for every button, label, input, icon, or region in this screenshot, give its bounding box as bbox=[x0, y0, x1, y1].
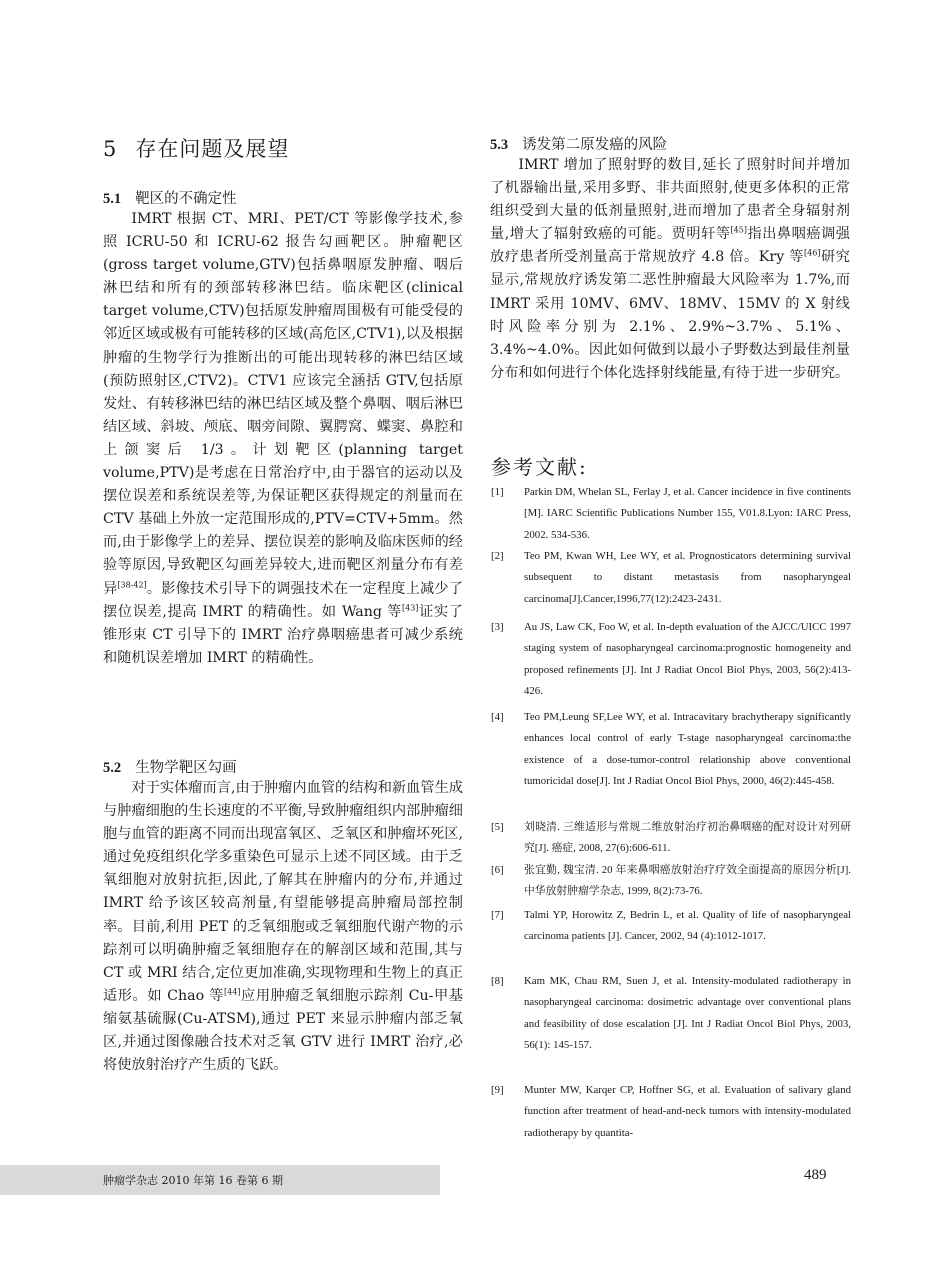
subsection-number: 5.2 bbox=[103, 760, 122, 776]
reference-text: Teo PM,Leung SF,Lee WY, et al. Intracavitary brachytherapy significantly enhances local control of early T-stage nasopharyngeal carcinoma:the existence of a dose-tumor-control relationship above conventional tumoricidal dose[J]. Int J Radiat Oncol Biol Phys, 2000, 46(2):445-458. bbox=[524, 711, 851, 788]
reference-number: [2] bbox=[491, 550, 504, 562]
reference-text: 张宜勤, 魏宝清. 20 年来鼻咽癌放射治疗疗效全面提高的原因分析[J]. 中华放射肿瘤学杂志, 1999, 8(2):73-76. bbox=[524, 864, 851, 898]
section-heading: 存在问题及展望 bbox=[135, 137, 290, 161]
subsection-number: 5.3 bbox=[490, 137, 509, 153]
paragraph-text: 研究显示,常规放疗诱发第二恶性肿瘤最大风险率为 1.7%,而 IMRT 采用 10MV、6MV、18MV、15MV 的 X 射线时风险率分别为 2.1%、2.9%~3.7%、5.1%、3.4%~4.0%。因此如何做到以最小子野数达到最佳剂量分布和如何进行个体化选择射线能量,有待于进一步研究。 bbox=[490, 249, 850, 381]
references-heading: 参考文献: bbox=[491, 455, 588, 479]
reference-text: Talmi YP, Horowitz Z, Bedrin L, et al. Quality of life of nasopharyngeal carcinoma patients [J]. Cancer, 2002, 94 (4):1012-1017. bbox=[524, 909, 851, 943]
paragraph-text: IMRT 根据 CT、MRI、PET/CT 等影像学技术,参照 ICRU-50 和 ICRU-62 报告勾画靶区。肿瘤靶区(gross target volume,GTV)包括鼻咽原发肿瘤、咽后淋巴结和所有的颈部转移淋巴结。临床靶区(clinical target volume,CTV)包括原发肿瘤周围极有可能受侵的邻近区域或极有可能转移的区域(高危区,CTV1),以及根据肿瘤的生物学行为推断出的可能出现转移的淋巴结区域(预防照射区,CTV2)。CTV1 应该完全涵括 GTV,包括原发灶、有转移淋巴结的淋巴结区域及整个鼻咽、咽后淋巴结区域、斜坡、颅底、咽旁间隙、翼腭窝、蝶窦、鼻腔和上颌窦后 1/3。计划靶区(planning target volume,PTV)是考虑在日常治疗中,由于器官的运动以及摆位误差和系统误差等,为保证靶区获得规定的剂量而在 CTV 基础上外放一定范围形成的,PTV=CTV+5mm。然而,由于影像学上的差异、摆位误差的影响及临床医师的经验等原因,导致靶区勾画差异较大,进而靶区剂量分布有差异 bbox=[103, 211, 463, 597]
reference-text: 刘晓清. 三维适形与常规二维放射治疗初治鼻咽癌的配对设计对列研究[J]. 癌症, 2008, 27(6):606-611. bbox=[524, 821, 851, 855]
reference-number: [5] bbox=[491, 821, 504, 833]
reference-text: Munter MW, Karqer CP, Hoffner SG, et al. Evaluation of salivary gland function after treatment of head-and-neck tumors with intensity-modulated radiotherapy by quantita- bbox=[524, 1084, 851, 1139]
paragraph-text: 。影像技术引导下的调强技术在一定程度上减少了摆位误差,提高 IMRT 的精确性。如 Wang 等 bbox=[103, 580, 463, 620]
reference-number: [8] bbox=[491, 975, 504, 987]
paragraph-text: 对于实体瘤而言,由于肿瘤内血管的结构和新血管生成与肿瘤细胞的生长速度的不平衡,导致肿瘤组织内部肿瘤细胞与血管的距离不同而出现富氧区、乏氧区和肿瘤坏死区,通过免疫组织化学多重染色可显示上述不同区域。由于乏氧细胞对放射抗拒,因此,了解其在肿瘤内的分布,并通过 IMRT 给予该区较高剂量,有望能够提高肿瘤局部控制率。目前,利用 PET 的乏氧细胞或乏氧细胞代谢产物的示踪剂可以明确肿瘤乏氧细胞存在的解剖区域和范围,其与 CT 或 MRI 结合,定位更加准确,实现物理和生物上的真正适形。如 Chao 等 bbox=[103, 780, 463, 1004]
subsection-5-3-heading bbox=[490, 133, 667, 154]
reference-number: [4] bbox=[491, 711, 504, 723]
subsection-5-2-heading bbox=[103, 756, 237, 777]
paragraph-text: 应用肿瘤乏氧细胞示踪剂 Cu-甲基缩氨基硫脲(Cu-ATSM),通过 PET 来显示肿瘤内部乏氧区,并通过图像融合技术对乏氧 GTV 进行 IMRT 治疗,必将使放射治疗产生质的飞跃。 bbox=[103, 987, 463, 1074]
subsection-title: 生物学靶区勾画 bbox=[135, 760, 237, 776]
page-number: 489 bbox=[804, 1167, 827, 1183]
paragraph-text: 证实了锥形束 CT 引导下的 IMRT 治疗鼻咽癌患者可减少系统和随机误差增加 IMRT 的精确性。 bbox=[103, 603, 463, 666]
paragraph-5-3 bbox=[490, 154, 850, 385]
reference-text: Parkin DM, Whelan SL, Ferlay J, et al. Cancer incidence in five continents [M]. IARC Scientific Publications Number 155, V01.8.Lyon: IARC Press, 2002. 534-536. bbox=[524, 486, 851, 541]
citation: [46] bbox=[804, 248, 821, 258]
section-number: 5 bbox=[103, 137, 118, 161]
paragraph-5-2 bbox=[103, 777, 463, 1077]
reference-text: Kam MK, Chau RM, Suen J, et al. Intensity-modulated radiotherapy in nasopharyngeal carcinoma: dosimetric advantage over conventional plans and feasibility of dose escalation [J]. Int J Radiat Oncol Biol Phys, 2003, 56(1): 145-157. bbox=[524, 975, 851, 1052]
reference-number: [6] bbox=[491, 864, 504, 876]
citation: [38-42] bbox=[117, 579, 147, 589]
subsection-title: 诱发第二原发癌的风险 bbox=[522, 137, 668, 153]
reference-number: [9] bbox=[491, 1084, 504, 1096]
reference-number: [1] bbox=[491, 486, 504, 498]
reference-number: [7] bbox=[491, 909, 504, 921]
subsection-title: 靶区的不确定性 bbox=[135, 191, 237, 207]
paragraph-text: 指出鼻咽癌调强放疗患者所受剂量高于常规放疗 4.8 倍。Kry 等 bbox=[490, 226, 850, 266]
subsection-5-1-heading bbox=[103, 187, 237, 208]
citation: [43] bbox=[402, 602, 419, 612]
citation: [44] bbox=[224, 987, 241, 997]
paragraph-5-1 bbox=[103, 208, 463, 670]
section-title bbox=[103, 133, 289, 163]
paragraph-text: IMRT 增加了照射野的数目,延长了照射时间并增加了机器输出量,采用多野、非共面照射,使更多体积的正常组织受到大量的低剂量照射,进而增加了患者全身辐射剂量,增大了辐射致癌的可能。贾明轩等 bbox=[490, 157, 850, 243]
reference-text: Teo PM, Kwan WH, Lee WY, et al. Prognosticators determining survival subsequent to distant metastasis from nasopharyngeal carcinoma[J].Cancer,1996,77(12):2423-2431. bbox=[524, 550, 851, 605]
citation: [45] bbox=[730, 225, 747, 235]
journal-footer: 肿瘤学杂志 2010 年第 16 卷第 6 期 bbox=[103, 1174, 283, 1187]
reference-number: [3] bbox=[491, 621, 504, 633]
subsection-number: 5.1 bbox=[103, 191, 122, 207]
reference-text: Au JS, Law CK, Foo W, et al. In-depth evaluation of the AJCC/UICC 1997 staging system of nasopharyngeal carcinoma:prognostic homogeneity and proposed refinements [J]. Int J Radiat Oncol Biol Phys, 2003, 56(2):413-426. bbox=[524, 621, 851, 698]
